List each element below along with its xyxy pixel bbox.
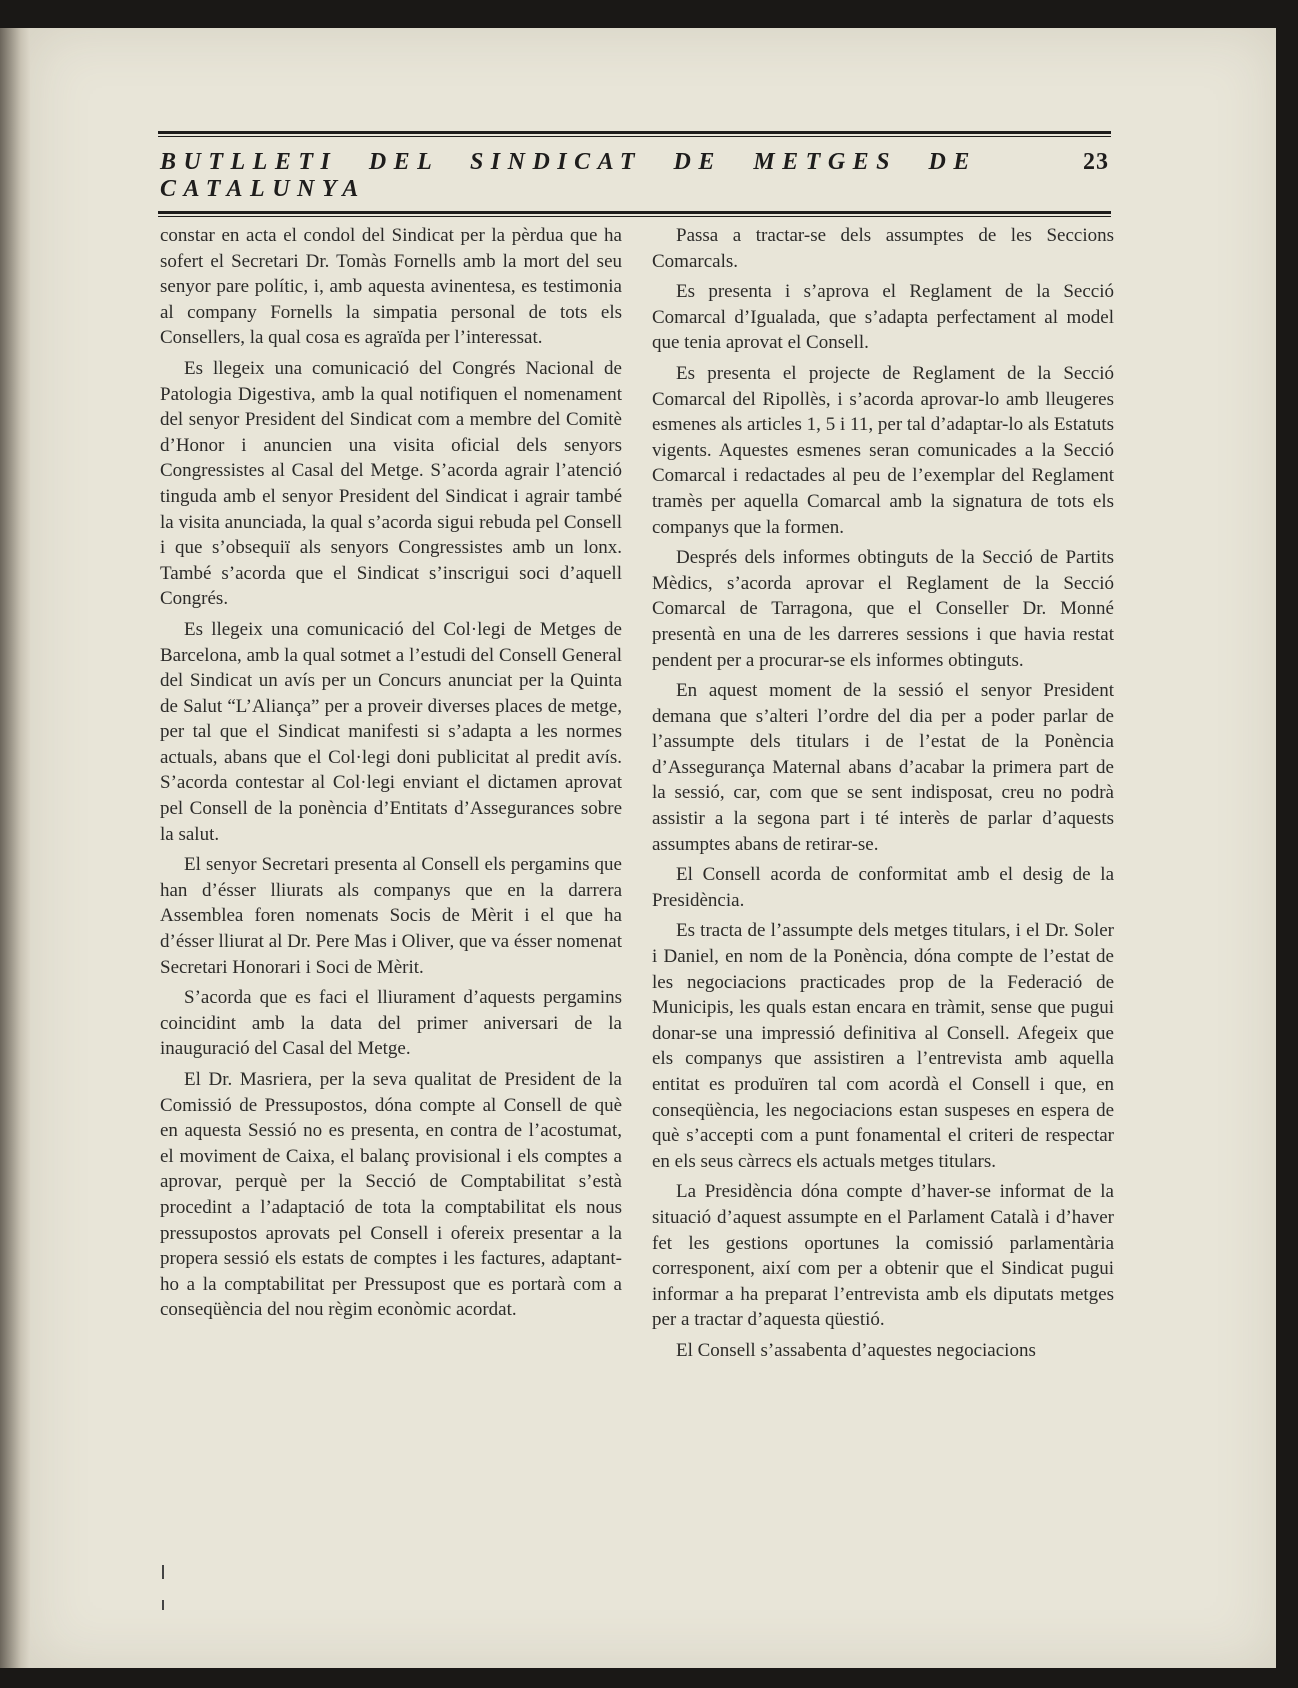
paragraph: Es presenta i s’aprova el Reglament de la Secció Comarcal d’Igualada, que s’adapta perfectament al model que tenia aprovat el Consell. <box>652 281 1114 354</box>
margin-mark <box>162 1565 164 1579</box>
book-gutter <box>0 28 30 1668</box>
paragraph: El Dr. Masriera, per la seva qualitat de President de la Comissió de Pressupostos, dóna compte al Consell de què en aquesta Sessió no es presenta, en contra de l’acostumat, el moviment de Caixa, el balanç provisional i els comptes a aprovar, perquè per la Secció de Comptabilitat s’està procedint a l’adaptació de tota la comptabilitat els nous pressupostos aprovats pel Consell i ofereix presentar a la propera sessió els estats de comptes i les factures, adaptant-ho a la comptabilitat per Pressupost que es portarà com a conseqüència del nou règim econòmic acordat. <box>160 1069 622 1321</box>
right-column <box>652 223 1114 1369</box>
page-number: 23 <box>1083 149 1109 175</box>
left-column <box>160 223 622 1328</box>
paragraph: Després dels informes obtinguts de la Secció de Partits Mèdics, s’acorda aprovar el Reglament de la Secció Comarcal de Tarragona, que el Conseller Dr. Monné presentà en una de les darreres sessions i que havia restat pendent per a procurar-se els informes obtinguts. <box>652 547 1114 671</box>
header-line <box>158 137 1111 211</box>
paragraph: El Consell s’assabenta d’aquestes negociacions <box>676 1339 1036 1361</box>
paragraph: El senyor Secretari presenta al Consell els pergamins que han d’ésser lliurats als companys que en la darrera Assemblea foren nomenats Socis de Mèrit i el que ha d’ésser lliurat al Dr. Pere Mas i Oliver, que va ésser nomenat Secretari Honorari i Soci de Mèrit. <box>160 854 622 978</box>
paragraph: Es presenta el projecte de Reglament de la Secció Comarcal del Ripollès, i s’acorda aprovar-lo amb lleugeres esmenes als articles 1, 5 i 11, per tal d’adaptar-lo als Estatuts vigents. Aquestes esmenes seran comunicades a la Secció Comarcal i redactades al peu de l’exemplar del Reglament tramès per aquella Comarcal amb la signatura de tots els companys que la formen. <box>652 362 1114 538</box>
running-header <box>158 131 1111 217</box>
paragraph: En aquest moment de la sessió el senyor President demana que s’alteri l’ordre del dia per a poder parlar de l’assumpte dels titulars i de l’estat de la Ponència d’Assegurança Maternal abans d’acabar la primera part de la sessió, car, com que se sent indisposat, creu no podrà assistir a la segona part i té interès de parlar d’aquests assumptes abans de retirar-se. <box>652 680 1114 855</box>
margin-mark <box>162 1600 164 1610</box>
paragraph: El Consell acorda de conformitat amb el desig de la Presidència. <box>652 864 1114 911</box>
paragraph: Es tracta de l’assumpte dels metges titulars, i el Dr. Soler i Daniel, en nom de la Ponència, dóna compte de l’estat de les negociacions practicades prop de la Federació de Municipis, les quals estan encara en tràmit, sense que pugui donar-se una impressió definitiva al Consell. Afegeix que els companys que assistiren a l’entrevista amb aquella entitat es produïren tal com acordà el Consell i que, en conseqüència, les negociacions estan suspeses en espera de què s’accepti com a punt fonamental el criteri de respectar en els seus càrrecs els actuals metges titulars. <box>652 920 1114 1172</box>
paragraph: constar en acta el condol del Sindicat per la pèrdua que ha sofert el Secretari Dr. Tomàs Fornells amb la mort del seu senyor pare polític, i, amb aquesta avinentesa, es testimonia al company Fornells la simpatia personal de tots els Consellers, la qual cosa es agraïda per l’interessat. <box>160 225 622 349</box>
paragraph: Es llegeix una comunicació del Congrés Nacional de Patologia Digestiva, amb la qual notifiquen el nomenament del senyor President del Sindicat com a membre del Comitè d’Honor i anuncien una visita oficial dels senyors Congressistes al Casal del Metge. S’acorda agrair l’atenció tinguda amb el senyor President del Sindicat i agrair també la visita anunciada, la qual s’acorda sigui rebuda pel Consell i que s’obsequiï als senyors Congressistes amb un lonx. També s’acorda que el Sindicat s’inscrigui soci d’aquell Congrés. <box>160 357 622 610</box>
paragraph: S’acorda que es faci el lliurament d’aquests pergamins coincidint amb la data del primer aniversari de la inauguració del Casal del Metge. <box>160 987 622 1060</box>
header-rule-top <box>158 131 1111 134</box>
header-rule-bottom <box>158 211 1111 214</box>
header-rule-bottom-thin <box>158 216 1111 217</box>
paragraph: Es llegeix una comunicació del Col·legi de Metges de Barcelona, amb la qual sotmet a l’estudi del Consell General del Sindicat un avís per un Concurs anunciat per la Quinta de Salut “L’Aliança” per a proveir diverses places de metge, per tal que el Sindicat manifesti si s’adapta a les normes actuals, abans que el Col·legi doni publicitat al predit avís. S’acorda contestar al Col·legi enviant el dictamen aprovat pel Consell de la ponència d’Entitats d’Assegurances sobre la salut. <box>160 618 622 845</box>
paragraph: La Presidència dóna compte d’haver-se informat de la situació d’aquest assumpte en el Parlament Català i d’haver fet les gestions oportunes la comissió parlamentària corresponent, així com per a obtenir que el Sindicat pugui informar a ha preparat l’entrevista amb els diputats metges per a tractar d’aquesta qüestió. <box>652 1181 1114 1331</box>
journal-title: BUTLLETI DEL SINDICAT DE METGES DE CATALUNYA <box>160 149 977 202</box>
paragraph: Passa a tractar-se dels assumptes de les Seccions Comarcals. <box>652 225 1114 272</box>
